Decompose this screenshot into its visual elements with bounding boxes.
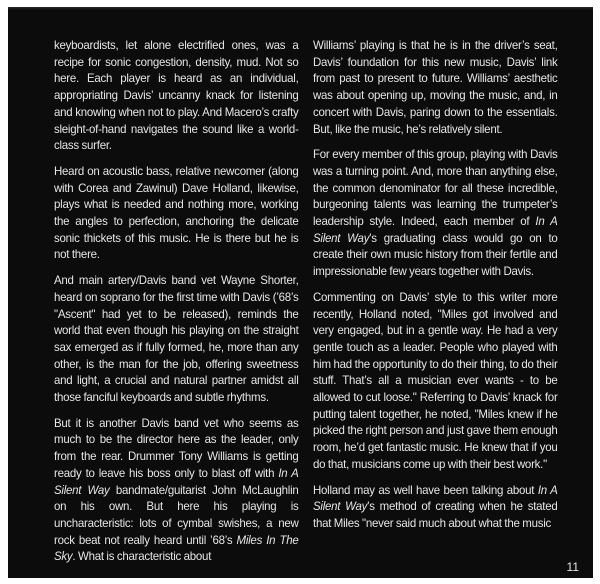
text-run: Heard on acoustic bass, relative newcomer (along with Corea and Zawinul) Dave Holland, likewise, plays what is needed and nothing more, working the angles to perfection, anchoring the delicate sonic thickets of this music. He is there but he is not there. bbox=[54, 164, 299, 262]
right-column-paragraph bbox=[313, 147, 558, 281]
right-column bbox=[313, 38, 558, 542]
left-column-paragraph bbox=[54, 164, 299, 264]
text-run: ’s graduating class would go on to create their own music history from their fertile and impressionable few years together with Davis. bbox=[313, 231, 558, 279]
text-run: For every member of this group, playing with Davis was a turning point. And, more than anything else, the common denominator for all these incredible, burgeoning talents was learning the trumpeter’s leadership style. Indeed, each member of bbox=[313, 148, 558, 229]
left-column-paragraph bbox=[54, 38, 299, 155]
text-run: Williams’ playing is that he is in the driver’s seat, Davis’ foundation for this new music, Davis’ link from past to present to future. Williams’ aesthetic was about opening up, moving the music, and, in concert with Davis, paring down to the essentials. But, like the music, he’s relatively silent. bbox=[313, 39, 558, 136]
right-column-paragraph bbox=[313, 38, 558, 138]
text-run: bandmate/guitarist John McLaughlin on his own. But here his playing is uncharacteristic: lots of cymbal swishes, a new rock beat not really heard until ’68’s bbox=[54, 483, 299, 547]
text-run: And main artery/Davis band vet Wayne Shorter, heard on soprano for the first time with Davis (’68’s "Ascent" had yet to be released), reminds the world that even though his playing on the straight sax emerged as if fully formed, he, more than any other, is the man for the job, offering sweetness and light, a crucial and natural partner amidst all those fanciful keyboards and subtle rhythms. bbox=[54, 274, 299, 405]
right-column-paragraph bbox=[313, 290, 558, 474]
left-column-paragraph bbox=[54, 416, 299, 566]
italic-title: Miles In The Sky bbox=[54, 533, 299, 564]
text-run: keyboardists, let alone electrified ones, was a recipe for sonic congestion, density, mud. Not so here. Each player is heard as an individual, appropriating Davis’ uncanny knack for listening and knowing when not to play. And Macero’s crafty sleight-of-hand navigates the sound like a world-class surfer. bbox=[54, 39, 299, 153]
italic-title: In A Silent Way bbox=[313, 215, 558, 245]
text-run: ’s method of creating when he stated that Miles "never said much about what the music bbox=[313, 500, 558, 530]
page-number: 11 bbox=[566, 560, 579, 574]
page-edge bbox=[8, 7, 593, 10]
booklet-page bbox=[8, 7, 593, 578]
right-column-paragraph bbox=[313, 483, 558, 533]
left-column bbox=[54, 38, 299, 575]
text-run: But it is another Davis band vet who seems as much to be the director here as the leader, only from the rear. Drummer Tony Williams is getting ready to leave his boss only to blast off with bbox=[54, 416, 299, 480]
text-run: Commenting on Davis’ style to this writer more recently, Holland noted, "Miles got involved and very engaged, but in a gentle way. He had a very gentle touch as a leader. People who played with him had the opportunity to do their thing, to do their stuff. That’s all a musician ever wants - to be allowed to cut loose." Referring to Davis’ knack for putting talent together, he noted, "Miles knew if he picked the right person and just gave them enough room, he’d get fantastic music. He knew that if you do that, musicians come up with their best work." bbox=[313, 290, 558, 471]
left-column-paragraph bbox=[54, 273, 299, 407]
italic-title: In A Silent Way bbox=[54, 466, 299, 497]
text-run: Holland may as well have been talking about bbox=[313, 483, 538, 497]
text-run: . What is characteristic about bbox=[72, 550, 212, 564]
italic-title: In A Silent Way bbox=[313, 483, 558, 514]
